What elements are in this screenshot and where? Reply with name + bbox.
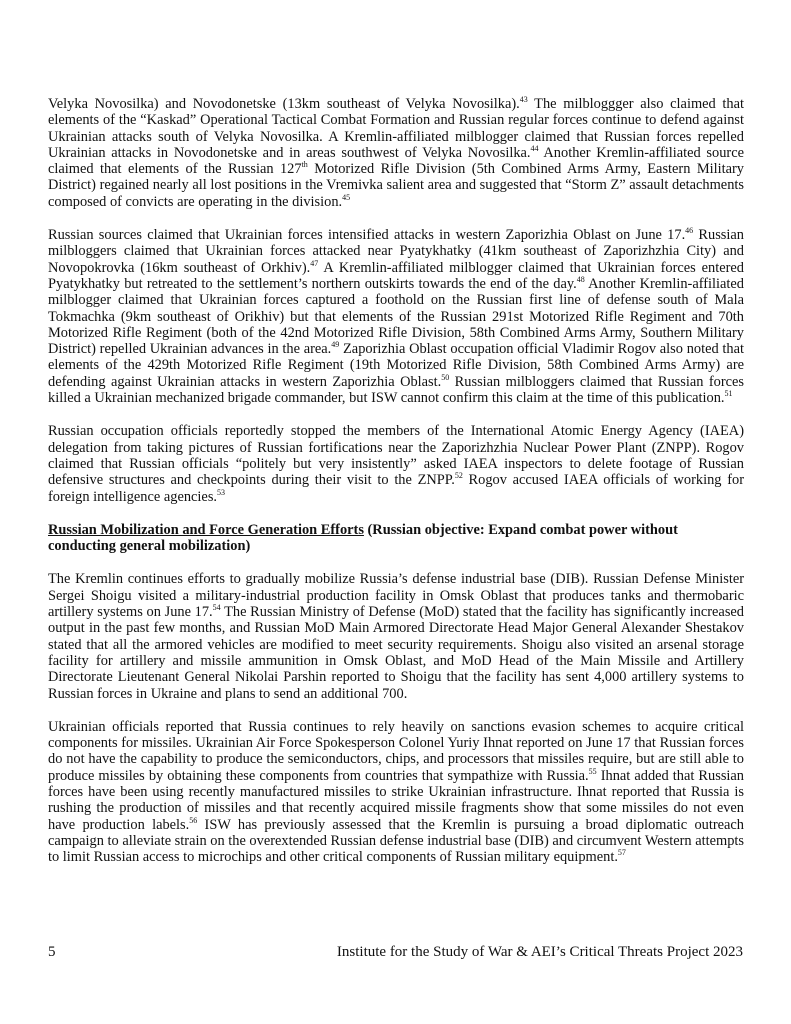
footnote-ref[interactable]: 55 [588, 766, 597, 776]
paragraph-text: Ukrainian officials reported that Russia continues to rely heavily on sanctions evasion schemes to acquire critical components for missiles. Ukrainian Air Force Spokesperson Colonel Yuriy Ihnat reported on June 17 that Russian forces do not have the capability to produce the semiconductors, chips, and processors that missiles require, but are still able to produce missiles by obtaining these components from countries that sympathize with Russia. [48, 718, 744, 784]
footnote-ref[interactable]: 49 [331, 340, 340, 350]
paragraph-text: ISW has previously assessed that the Kremlin is pursuing a broad diplomatic outreach campaign to alleviate strain on the overextended Russian defense industrial base (DIB) and circumvent Western attempts to limit Russian access to microchips and other critical components of Russian military equipment. [48, 816, 745, 866]
paragraph-text: Ihnat added that Russian forces have been using recently manufactured missiles to strike Ukrainian infrastructure. Ihnat reported that Russia is rushing the production of missiles and that recently acquired missile fragments show that some missiles do not even have production labels. [48, 767, 744, 833]
paragraph-text: Rogov accused IAEA officials of working for foreign intelligence agencies. [48, 472, 744, 505]
paragraph-text: Motorized Rifle Division (5th Combined Arms Army, Eastern Military District) regained nearly all lost positions in the Vremivka salient area and suggested that “Storm Z” assault detachments composed of convicts are operating in the division. [48, 161, 744, 210]
paragraph [48, 96, 744, 210]
footnote-ref[interactable]: 44 [530, 144, 539, 154]
paragraph-text: The Kremlin continues efforts to gradually mobilize Russia’s defense industrial base (DIB). Russian Defense Minister Sergei Shoigu visited a military-industrial production facility in Omsk Oblast that produces tanks and thermobaric artillery systems on June 17. [48, 571, 744, 621]
footnote-ref[interactable]: 57 [617, 848, 626, 858]
footnote-ref[interactable]: 48 [576, 275, 585, 285]
paragraph-text: Velyka Novosilka) and Novodonetske (13km southeast of Velyka Novosilka). [48, 96, 520, 112]
footer-text: Institute for the Study of War & AEI’s Critical Threats Project 2023 [336, 944, 743, 960]
paragraph-group-1 [48, 96, 744, 505]
paragraph-text: Another Kremlin-affiliated milblogger claimed that Ukrainian forces captured a foothold on the Russian first line of defense south of Mala Tokmachka (9km southeast of Orikhiv) but that elements of the Russian 291st Motorized Rifle Regiment and 70th Motorized Rifle Regiment (both of the 42nd Motorized Rifle Division, 58th Combined Arms Army, Southern Military District) repelled Ukrainian advances in the area. [48, 275, 744, 358]
page-number: 5 [48, 944, 56, 960]
footnote-ref[interactable]: 51 [724, 389, 733, 399]
paragraph-text: A Kremlin-affiliated milblogger claimed that Ukrainian forces entered Pyatykhatky but retreated to the settlement’s northern outskirts towards the end of the day. [48, 259, 745, 292]
paragraph-text: The milbloggger also claimed that elements of the “Kaskad” Operational Tactical Combat Formation and Russian regular forces continue to defend against Ukrainian attacks south of Velyka Novosilka. A Kremlin-affiliated milblogger claimed that Russian forces repelled Ukrainian attacks in Novodonetske and in areas southwest of Velyka Novosilka. [48, 96, 744, 161]
footnote-ref[interactable]: 56 [189, 815, 198, 825]
footnote-ref[interactable]: 45 [342, 192, 351, 202]
section-heading [48, 522, 744, 555]
footnote-ref[interactable]: 47 [310, 258, 319, 268]
paragraph-text: The Russian Ministry of Defense (MoD) stated that the facility has significantly increased output in the past few months, and Russian MoD Main Armored Directorate Head Major General Alexander Shestakov stated that all the armored vehicles are modified to meet security requirements. Shoigu also visited an arsenal storage facility for artillery and missile ammunition in Omsk Oblast, and MoD Head of the Main Missile and Artillery Directorate Lieutenant General Nikolai Parshin reported to Shoigu that the facility has sent 4,000 artillery systems to Russian forces in Ukraine and plans to send an additional 700. [48, 604, 744, 702]
paragraph-text: Russian milbloggers claimed that Ukrainian forces attacked near Pyatykhatky (41km southeast of Zaporizhzhia City) and Novopokrovka (16km southeast of Orkhiv). [48, 227, 744, 276]
footnote-ref[interactable]: 43 [519, 95, 528, 105]
footnote-ref[interactable]: 50 [441, 372, 450, 382]
paragraph-text: Zaporizhia Oblast occupation official Vladimir Rogov also noted that elements of the 429th Motorized Rifle Regiment (19th Motorized Rifle Division, 58th Combined Arms Army) are defending against Ukrainian attacks in western Zaporizhia Oblast. [48, 341, 744, 390]
paragraph [48, 571, 744, 701]
footnote-ref[interactable]: 52 [454, 471, 463, 481]
footnote-ref[interactable]: 53 [217, 487, 226, 497]
footnote-ref[interactable]: 54 [212, 603, 221, 613]
paragraph-text: Russian sources claimed that Ukrainian forces intensified attacks in western Zaporizhia Oblast on June 17. [48, 227, 686, 244]
paragraph [48, 423, 744, 504]
paragraph [48, 719, 744, 866]
section-heading-objective: (Russian objective: Expand combat power without conducting general mobilization) [48, 521, 678, 555]
paragraph-text: Russian milbloggers claimed that Russian forces killed a Ukrainian mechanized brigade commander, but ISW cannot confirm this claim at the time of this publication. [48, 373, 744, 407]
document-body [48, 96, 744, 882]
paragraph-text: Russian occupation officials reportedly stopped the members of the International Atomic Energy Agency (IAEA) delegation from taking pictures of Russian fortifications near the Zaporizhzhia Nuclear Power Plant (ZNPP). Rogov claimed that Russian officials “politely but very insistently” asked IAEA inspectors to delete footage of Russian defensive structures and checkpoints during their visit to the ZNPP. [48, 423, 744, 489]
section-heading-title: Russian Mobilization and Force Generation Efforts [48, 521, 364, 538]
paragraph [48, 227, 744, 406]
footnote-ref[interactable]: 46 [685, 226, 694, 236]
footnote-ref[interactable]: th [301, 160, 308, 170]
paragraph-text: Another Kremlin-affiliated source claimed that elements of the Russian 127 [48, 144, 744, 178]
paragraph-group-2 [48, 571, 744, 865]
